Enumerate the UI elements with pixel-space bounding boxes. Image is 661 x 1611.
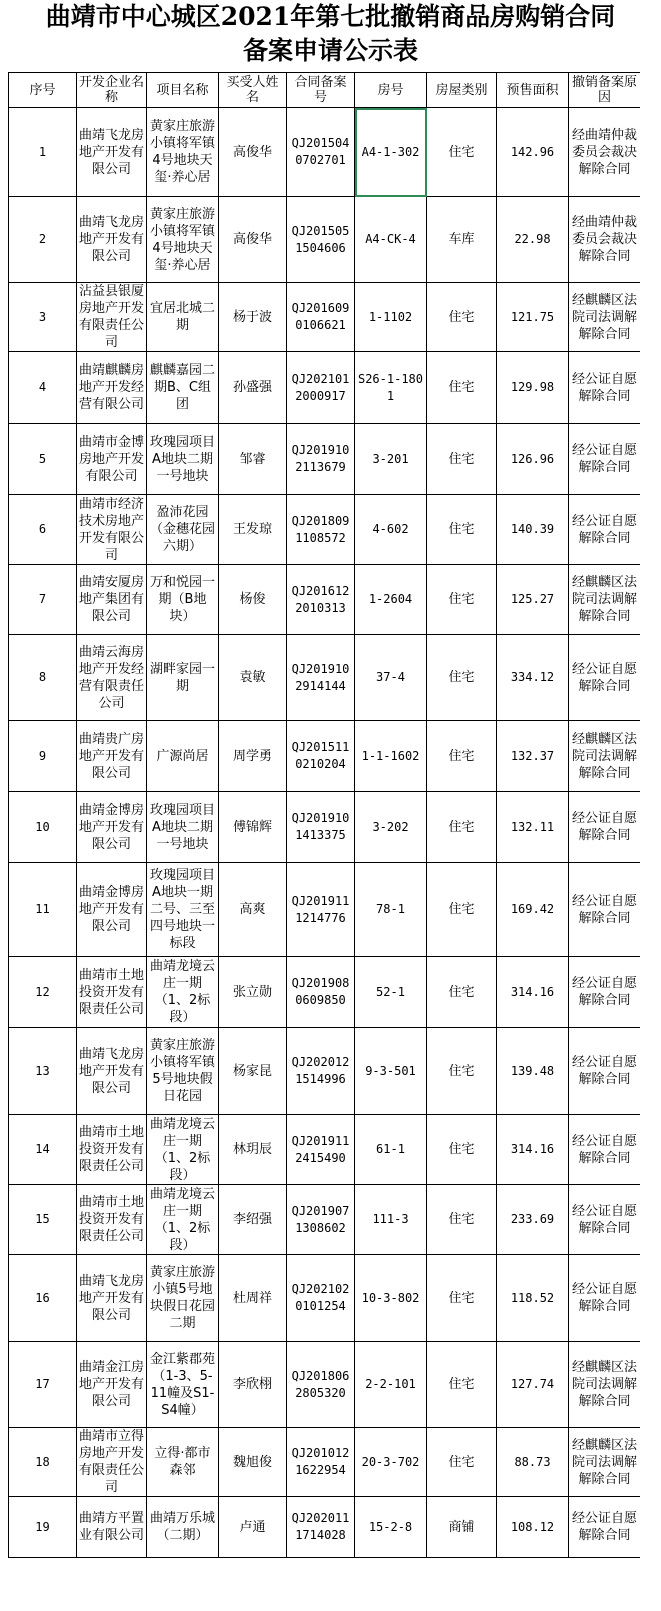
header-row <box>9 73 641 108</box>
house-type-cell[interactable]: 住宅 <box>427 1028 497 1115</box>
contract-number-cell[interactable]: QJ2020121514996 <box>287 1028 355 1115</box>
contract-number-cell[interactable]: QJ2010121622954 <box>287 1428 355 1497</box>
room-number-cell[interactable]: 111-3 <box>355 1185 427 1255</box>
column-header[interactable]: 序号 <box>9 73 77 108</box>
room-number-cell[interactable]: 52-1 <box>355 957 427 1028</box>
developer-company-cell[interactable]: 曲靖麒麟房地产开发经营有限公司 <box>77 352 147 424</box>
cancel-reason-cell[interactable]: 经麒麟区法院司法调解解除合同 <box>569 565 641 635</box>
house-type-cell[interactable]: 住宅 <box>427 957 497 1028</box>
row-number-cell[interactable]: 2 <box>9 197 77 283</box>
project-name-cell[interactable]: 曲靖龙境云庄一期（1、2标段） <box>147 1115 219 1185</box>
presale-area-cell[interactable]: 118.52 <box>497 1255 569 1342</box>
buyer-name-cell[interactable]: 周学勇 <box>219 721 287 792</box>
row-number-cell[interactable]: 13 <box>9 1028 77 1115</box>
room-number-cell[interactable]: 15-2-8 <box>355 1497 427 1558</box>
row-number-cell[interactable]: 18 <box>9 1428 77 1497</box>
house-type-cell[interactable]: 住宅 <box>427 1185 497 1255</box>
presale-area-cell[interactable]: 169.42 <box>497 863 569 957</box>
house-type-cell[interactable]: 住宅 <box>427 721 497 792</box>
presale-area-cell[interactable]: 22.98 <box>497 197 569 283</box>
cancel-reason-cell[interactable]: 经公证自愿解除合同 <box>569 1115 641 1185</box>
row-number-cell[interactable]: 4 <box>9 352 77 424</box>
project-name-cell[interactable]: 曲靖万乐城（二期） <box>147 1497 219 1558</box>
row-number-cell[interactable]: 19 <box>9 1497 77 1558</box>
house-type-cell[interactable]: 住宅 <box>427 565 497 635</box>
developer-company-cell[interactable]: 曲靖飞龙房地产开发有限公司 <box>77 108 147 197</box>
developer-company-cell[interactable]: 曲靖市立得房地产开发有限责任公司 <box>77 1428 147 1497</box>
column-header[interactable]: 买受人姓名 <box>219 73 287 108</box>
table-row <box>9 424 641 495</box>
house-type-cell[interactable]: 住宅 <box>427 863 497 957</box>
cancel-reason-cell[interactable]: 经公证自愿解除合同 <box>569 1185 641 1255</box>
presale-area-cell[interactable]: 142.96 <box>497 108 569 197</box>
table-row <box>9 863 641 957</box>
buyer-name-cell[interactable]: 王发琼 <box>219 495 287 565</box>
row-number-cell[interactable]: 12 <box>9 957 77 1028</box>
buyer-name-cell[interactable]: 林玥辰 <box>219 1115 287 1185</box>
project-name-cell[interactable]: 玫瑰园项目A地块一期二号、三至四号地块一标段 <box>147 863 219 957</box>
row-number-cell[interactable]: 9 <box>9 721 77 792</box>
developer-company-cell[interactable]: 沾益县银厦房地产开发有限责任公司 <box>77 283 147 352</box>
house-type-cell[interactable]: 住宅 <box>427 1428 497 1497</box>
presale-area-cell[interactable]: 314.16 <box>497 1115 569 1185</box>
contract-number-cell[interactable]: QJ2015051504606 <box>287 197 355 283</box>
house-type-cell[interactable]: 住宅 <box>427 108 497 197</box>
contract-number-cell[interactable]: QJ2021020101254 <box>287 1255 355 1342</box>
presale-area-cell[interactable]: 139.48 <box>497 1028 569 1115</box>
buyer-name-cell[interactable]: 杜周祥 <box>219 1255 287 1342</box>
developer-company-cell[interactable]: 曲靖金博房地产开发有限公司 <box>77 792 147 863</box>
row-number-cell[interactable]: 11 <box>9 863 77 957</box>
room-number-cell[interactable]: S26-1-1801 <box>355 352 427 424</box>
house-type-cell[interactable]: 住宅 <box>427 1342 497 1428</box>
presale-area-cell[interactable]: 127.74 <box>497 1342 569 1428</box>
contract-number-cell[interactable]: QJ2019102914144 <box>287 635 355 721</box>
cancel-reason-cell[interactable]: 经公证自愿解除合同 <box>569 424 641 495</box>
developer-company-cell[interactable]: 曲靖飞龙房地产开发有限公司 <box>77 1028 147 1115</box>
page-title <box>0 0 661 72</box>
row-number-cell[interactable]: 5 <box>9 424 77 495</box>
house-type-cell[interactable]: 住宅 <box>427 352 497 424</box>
table-row <box>9 108 641 197</box>
developer-company-cell[interactable]: 曲靖安厦房地产集团有限公司 <box>77 565 147 635</box>
buyer-name-cell[interactable]: 傅锦辉 <box>219 792 287 863</box>
cancel-reason-cell[interactable]: 经公证自愿解除合同 <box>569 495 641 565</box>
table-row <box>9 495 641 565</box>
title-line-1: 曲靖市中心城区2021年第七批撤销商品房购销合同 <box>45 2 616 31</box>
developer-company-cell[interactable]: 曲靖市金博房地产开发有限公司 <box>77 424 147 495</box>
table-row <box>9 1428 641 1497</box>
project-name-cell[interactable]: 宜居北城二期 <box>147 283 219 352</box>
cancel-reason-cell[interactable]: 经公证自愿解除合同 <box>569 635 641 721</box>
presale-area-cell[interactable]: 233.69 <box>497 1185 569 1255</box>
cancel-reason-cell[interactable]: 经麒麟区法院司法调解解除合同 <box>569 1342 641 1428</box>
row-number-cell[interactable]: 17 <box>9 1342 77 1428</box>
room-number-cell[interactable]: 1-1102 <box>355 283 427 352</box>
row-number-cell[interactable]: 1 <box>9 108 77 197</box>
contract-number-cell[interactable]: QJ2015110210204 <box>287 721 355 792</box>
presale-area-cell[interactable]: 121.75 <box>497 283 569 352</box>
developer-company-cell[interactable]: 曲靖云海房地产开发经营有限责任公司 <box>77 635 147 721</box>
house-type-cell[interactable]: 住宅 <box>427 635 497 721</box>
developer-company-cell[interactable]: 曲靖贵广房地产开发有限公司 <box>77 721 147 792</box>
developer-company-cell[interactable]: 曲靖金博房地产开发有限公司 <box>77 863 147 957</box>
presale-area-cell[interactable]: 314.16 <box>497 957 569 1028</box>
presale-area-cell[interactable]: 126.96 <box>497 424 569 495</box>
house-type-cell[interactable]: 商铺 <box>427 1497 497 1558</box>
room-number-cell[interactable]: 3-201 <box>355 424 427 495</box>
row-number-cell[interactable]: 14 <box>9 1115 77 1185</box>
house-type-cell[interactable]: 住宅 <box>427 424 497 495</box>
right-margin <box>640 72 661 1611</box>
column-header[interactable]: 撤销备案原因 <box>569 73 641 108</box>
contract-number-cell[interactable]: QJ2016090106621 <box>287 283 355 352</box>
house-type-cell[interactable]: 住宅 <box>427 1115 497 1185</box>
row-number-cell[interactable]: 7 <box>9 565 77 635</box>
cancel-reason-cell[interactable]: 经麒麟区法院司法调解解除合同 <box>569 1428 641 1497</box>
contract-number-cell[interactable]: QJ2019111214776 <box>287 863 355 957</box>
presale-area-cell[interactable]: 108.12 <box>497 1497 569 1558</box>
room-number-cell[interactable]: 4-602 <box>355 495 427 565</box>
buyer-name-cell[interactable]: 魏旭俊 <box>219 1428 287 1497</box>
buyer-name-cell[interactable]: 张立勋 <box>219 957 287 1028</box>
project-name-cell[interactable]: 曲靖龙境云庄一期（1、2标段） <box>147 957 219 1028</box>
room-number-cell[interactable]: 37-4 <box>355 635 427 721</box>
room-number-cell[interactable]: A4-CK-4 <box>355 197 427 283</box>
project-name-cell[interactable]: 万和悦园一期（B地块） <box>147 565 219 635</box>
table-row <box>9 1497 641 1558</box>
project-name-cell[interactable]: 玫瑰园项目A地块二期一号地块 <box>147 424 219 495</box>
table-row <box>9 1115 641 1185</box>
presale-area-cell[interactable]: 88.73 <box>497 1428 569 1497</box>
contract-number-cell[interactable]: QJ2019101413375 <box>287 792 355 863</box>
row-number-cell[interactable]: 3 <box>9 283 77 352</box>
developer-company-cell[interactable]: 曲靖市土地投资开发有限责任公司 <box>77 1115 147 1185</box>
project-name-cell[interactable]: 黄家庄旅游小镇将军镇5号地块假日花园 <box>147 1028 219 1115</box>
cancel-reason-cell[interactable]: 经公证自愿解除合同 <box>569 863 641 957</box>
room-number-cell[interactable]: 10-3-802 <box>355 1255 427 1342</box>
contract-number-cell[interactable]: QJ2018091108572 <box>287 495 355 565</box>
column-header[interactable]: 房屋类别 <box>427 73 497 108</box>
row-number-cell[interactable]: 8 <box>9 635 77 721</box>
presale-area-cell[interactable]: 132.37 <box>497 721 569 792</box>
table-row <box>9 565 641 635</box>
presale-area-cell[interactable]: 140.39 <box>497 495 569 565</box>
cancel-reason-cell[interactable]: 经公证自愿解除合同 <box>569 957 641 1028</box>
cancel-reason-cell[interactable]: 经公证自愿解除合同 <box>569 792 641 863</box>
presale-area-cell[interactable]: 334.12 <box>497 635 569 721</box>
project-name-cell[interactable]: 黄家庄旅游小镇5号地块假日花园二期 <box>147 1255 219 1342</box>
buyer-name-cell[interactable]: 孙盛强 <box>219 352 287 424</box>
cancel-reason-cell[interactable]: 经麒麟区法院司法调解解除合同 <box>569 283 641 352</box>
project-name-cell[interactable]: 盈沛花园（金穗花园六期） <box>147 495 219 565</box>
room-number-cell[interactable]: 61-1 <box>355 1115 427 1185</box>
column-header[interactable]: 合同备案号 <box>287 73 355 108</box>
table-row <box>9 957 641 1028</box>
table-row <box>9 792 641 863</box>
table-row <box>9 1185 641 1255</box>
buyer-name-cell[interactable]: 高俊华 <box>219 108 287 197</box>
buyer-name-cell[interactable]: 高爽 <box>219 863 287 957</box>
developer-company-cell[interactable]: 曲靖飞龙房地产开发有限公司 <box>77 1255 147 1342</box>
room-number-cell[interactable]: A4-1-302 <box>355 108 427 197</box>
column-header[interactable]: 预售面积 <box>497 73 569 108</box>
project-name-cell[interactable]: 黄家庄旅游小镇将军镇4号地块天玺·养心居 <box>147 108 219 197</box>
cancel-reason-cell[interactable]: 经公证自愿解除合同 <box>569 1255 641 1342</box>
contract-number-cell[interactable]: QJ2020111714028 <box>287 1497 355 1558</box>
table-row <box>9 1028 641 1115</box>
row-number-cell[interactable]: 6 <box>9 495 77 565</box>
room-number-cell[interactable]: 2-2-101 <box>355 1342 427 1428</box>
table-row <box>9 635 641 721</box>
buyer-name-cell[interactable]: 杨家昆 <box>219 1028 287 1115</box>
row-number-cell[interactable]: 16 <box>9 1255 77 1342</box>
contract-number-cell[interactable]: QJ2021012000917 <box>287 352 355 424</box>
buyer-name-cell[interactable]: 杨于波 <box>219 283 287 352</box>
presale-area-cell[interactable]: 129.98 <box>497 352 569 424</box>
contract-number-cell[interactable]: QJ2015040702701 <box>287 108 355 197</box>
project-name-cell[interactable]: 广源尚居 <box>147 721 219 792</box>
cancel-reason-cell[interactable]: 经公证自愿解除合同 <box>569 1028 641 1115</box>
project-name-cell[interactable]: 黄家庄旅游小镇将军镇4号地块天玺·养心居 <box>147 197 219 283</box>
cancel-reason-cell[interactable]: 经曲靖仲裁委员会裁决解除合同 <box>569 197 641 283</box>
presale-area-cell[interactable]: 125.27 <box>497 565 569 635</box>
house-type-cell[interactable]: 住宅 <box>427 283 497 352</box>
developer-company-cell[interactable]: 曲靖方平置业有限公司 <box>77 1497 147 1558</box>
table-row <box>9 352 641 424</box>
contract-number-cell[interactable]: QJ2019080609850 <box>287 957 355 1028</box>
buyer-name-cell[interactable]: 杨俊 <box>219 565 287 635</box>
project-name-cell[interactable]: 湖畔家园一期 <box>147 635 219 721</box>
house-type-cell[interactable]: 住宅 <box>427 792 497 863</box>
room-number-cell[interactable]: 20-3-702 <box>355 1428 427 1497</box>
contract-number-cell[interactable]: QJ2016122010313 <box>287 565 355 635</box>
developer-company-cell[interactable]: 曲靖市土地投资开发有限责任公司 <box>77 1185 147 1255</box>
room-number-cell[interactable]: 3-202 <box>355 792 427 863</box>
table-row <box>9 283 641 352</box>
developer-company-cell[interactable]: 曲靖市土地投资开发有限责任公司 <box>77 957 147 1028</box>
buyer-name-cell[interactable]: 邹睿 <box>219 424 287 495</box>
table-row <box>9 721 641 792</box>
developer-company-cell[interactable]: 曲靖金江房地产开发有限公司 <box>77 1342 147 1428</box>
cancel-reason-cell[interactable]: 经公证自愿解除合同 <box>569 352 641 424</box>
buyer-name-cell[interactable]: 李欣栩 <box>219 1342 287 1428</box>
project-name-cell[interactable]: 金江紫郡苑（1-3、5-11幢及S1-S4幢） <box>147 1342 219 1428</box>
table-row <box>9 1342 641 1428</box>
column-header[interactable]: 开发企业名称 <box>77 73 147 108</box>
row-number-cell[interactable]: 10 <box>9 792 77 863</box>
row-number-cell[interactable]: 15 <box>9 1185 77 1255</box>
cancel-reason-cell[interactable]: 经曲靖仲裁委员会裁决解除合同 <box>569 108 641 197</box>
cancel-reason-cell[interactable]: 经公证自愿解除合同 <box>569 1497 641 1558</box>
project-name-cell[interactable]: 麒麟嘉园二期B、C组团 <box>147 352 219 424</box>
column-header[interactable]: 房号 <box>355 73 427 108</box>
room-number-cell[interactable]: 1-2604 <box>355 565 427 635</box>
contract-number-cell[interactable]: QJ2019112415490 <box>287 1115 355 1185</box>
buyer-name-cell[interactable]: 李绍强 <box>219 1185 287 1255</box>
buyer-name-cell[interactable]: 高俊华 <box>219 197 287 283</box>
room-number-cell[interactable]: 78-1 <box>355 863 427 957</box>
buyer-name-cell[interactable]: 卢通 <box>219 1497 287 1558</box>
developer-company-cell[interactable]: 曲靖飞龙房地产开发有限公司 <box>77 197 147 283</box>
cancel-reason-cell[interactable]: 经麒麟区法院司法调解解除合同 <box>569 721 641 792</box>
project-name-cell[interactable]: 立得·都市森邻 <box>147 1428 219 1497</box>
buyer-name-cell[interactable]: 袁敏 <box>219 635 287 721</box>
developer-company-cell[interactable]: 曲靖市经济技术房地产开发有限公司 <box>77 495 147 565</box>
room-number-cell[interactable]: 1-1-1602 <box>355 721 427 792</box>
table-row <box>9 197 641 283</box>
house-type-cell[interactable]: 住宅 <box>427 495 497 565</box>
house-type-cell[interactable]: 车库 <box>427 197 497 283</box>
title-line-2: 备案申请公示表 <box>242 36 418 65</box>
column-header[interactable]: 项目名称 <box>147 73 219 108</box>
contract-number-cell[interactable]: QJ2019071308602 <box>287 1185 355 1255</box>
contract-number-cell[interactable]: QJ2018062805320 <box>287 1342 355 1428</box>
presale-area-cell[interactable]: 132.11 <box>497 792 569 863</box>
project-name-cell[interactable]: 曲靖龙境云庄一期（1、2标段） <box>147 1185 219 1255</box>
project-name-cell[interactable]: 玫瑰园项目A地块二期一号地块 <box>147 792 219 863</box>
table-row <box>9 1255 641 1342</box>
contract-number-cell[interactable]: QJ2019102113679 <box>287 424 355 495</box>
house-type-cell[interactable]: 住宅 <box>427 1255 497 1342</box>
announcement-table <box>8 72 641 1558</box>
room-number-cell[interactable]: 9-3-501 <box>355 1028 427 1115</box>
